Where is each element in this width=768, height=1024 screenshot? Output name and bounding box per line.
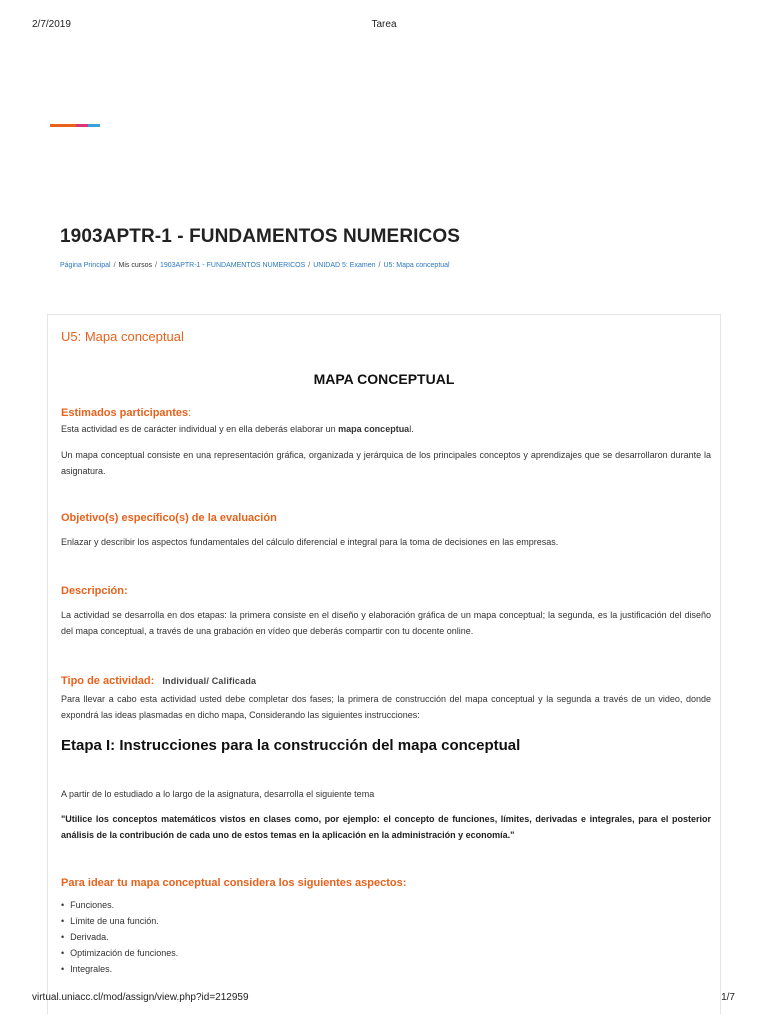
breadcrumb-separator: / bbox=[155, 262, 157, 269]
brand-bar-segment-pink bbox=[76, 124, 88, 127]
breadcrumb-unit-link[interactable]: UNIDAD 5: Examen bbox=[313, 262, 376, 269]
estimados-heading-colon: : bbox=[188, 407, 192, 419]
list-item: • Funciones. bbox=[61, 897, 711, 913]
list-item: • Derivada. bbox=[61, 929, 711, 945]
objetivo-heading: Objetivo(s) específico(s) de la evaluación bbox=[61, 512, 277, 524]
breadcrumb-course-link[interactable]: 1903APTR-1 - FUNDAMENTOS NUMERICOS bbox=[159, 262, 306, 269]
course-title: 1903APTR-1 - FUNDAMENTOS NUMERICOS bbox=[60, 226, 460, 247]
section-estimados bbox=[61, 407, 711, 479]
breadcrumb-separator: / bbox=[378, 262, 381, 269]
breadcrumb-my-courses: Mis cursos bbox=[118, 262, 152, 269]
list-item: • Optimización de funciones. bbox=[61, 945, 711, 961]
section-tipo bbox=[61, 675, 711, 723]
etapa-intro: A partir de lo estudiado a lo largo de la asignatura, desarrolla el siguiente tema bbox=[61, 789, 375, 799]
etapa-heading: Etapa I: Instrucciones para la construcción del mapa conceptual bbox=[61, 737, 521, 754]
print-url: virtual.uniacc.cl/mod/assign/view.php?id=212959 bbox=[32, 992, 249, 1003]
tipo-heading-text: Tipo de actividad: bbox=[61, 675, 155, 687]
section-etapa-quote bbox=[61, 811, 711, 843]
section-objetivo bbox=[61, 512, 711, 550]
estimados-paragraph-1 bbox=[61, 421, 711, 437]
estimados-heading bbox=[61, 407, 711, 419]
brand-logo-bar bbox=[50, 124, 100, 127]
brand-bar-segment-orange bbox=[50, 124, 76, 127]
aspectos-list bbox=[61, 897, 711, 977]
section-etapa-intro bbox=[61, 786, 711, 802]
aspectos-heading: Para idear tu mapa conceptual considera los siguientes aspectos: bbox=[61, 877, 407, 889]
print-page-number: 1/7 bbox=[721, 992, 735, 1003]
descripcion-heading: Descripción: bbox=[61, 585, 128, 597]
list-item: • Integrales. bbox=[61, 961, 711, 977]
estimados-heading-text: Estimados participantes bbox=[61, 407, 189, 419]
tipo-text: Para llevar a cabo esta actividad usted debe completar dos fases; la primera de construcción del mapa conceptual y la segunda a través de un video, donde expondrá las ideas plasmadas en dicho mapa, Considerando las siguientes instrucciones: bbox=[61, 694, 711, 720]
brand-bar-segment-blue bbox=[88, 124, 100, 127]
estimados-paragraph-2: Un mapa conceptual consiste en una representación gráfica, organizada y jerárquica de los principales conceptos y aprendizajes que se desarrollaron durante la asignatura. bbox=[61, 450, 711, 476]
breadcrumb bbox=[60, 262, 450, 269]
assignment-card bbox=[47, 314, 721, 1014]
breadcrumb-separator: / bbox=[113, 262, 116, 269]
section-aspectos bbox=[61, 877, 711, 977]
breadcrumb-activity-link[interactable]: U5: Mapa conceptual bbox=[383, 262, 450, 269]
estimados-p1-end: l. bbox=[409, 424, 414, 434]
descripcion-text: La actividad se desarrolla en dos etapas: la primera consiste en el diseño y elaboración gráfica de un mapa conceptual; la segunda, es la justificación del diseño del mapa conceptual, a través de una grabación en vídeo que deberás compartir con tu docente online. bbox=[61, 610, 711, 636]
assignment-title: U5: Mapa conceptual bbox=[61, 329, 184, 344]
breadcrumb-home-link[interactable]: Página Principal bbox=[60, 262, 111, 269]
list-item: • Límite de una función. bbox=[61, 913, 711, 929]
document-title: MAPA CONCEPTUAL bbox=[313, 371, 455, 387]
etapa-quote: "Utilice los conceptos matemáticos vistos en clases como, por ejemplo: el concepto de funciones, límites, derivadas e integrales, para el posterior análisis de la contribución de cada uno de estos temas en la aplicación en la administración y economía." bbox=[61, 814, 711, 840]
estimados-p1-text: Esta actividad es de carácter individual y en ella deberás elaborar un bbox=[61, 424, 339, 434]
estimados-p1-bold: mapa conceptua bbox=[338, 424, 410, 434]
breadcrumb-separator: / bbox=[308, 262, 311, 269]
print-date: 2/7/2019 bbox=[32, 19, 71, 30]
tipo-value: Individual/ Calificada bbox=[162, 676, 257, 686]
section-descripcion bbox=[61, 585, 711, 639]
print-page-title: Tarea bbox=[371, 19, 397, 30]
objetivo-text: Enlazar y describir los aspectos fundamentales del cálculo diferencial e integral para la toma de decisiones en las empresas. bbox=[61, 537, 559, 547]
tipo-heading bbox=[61, 675, 711, 687]
